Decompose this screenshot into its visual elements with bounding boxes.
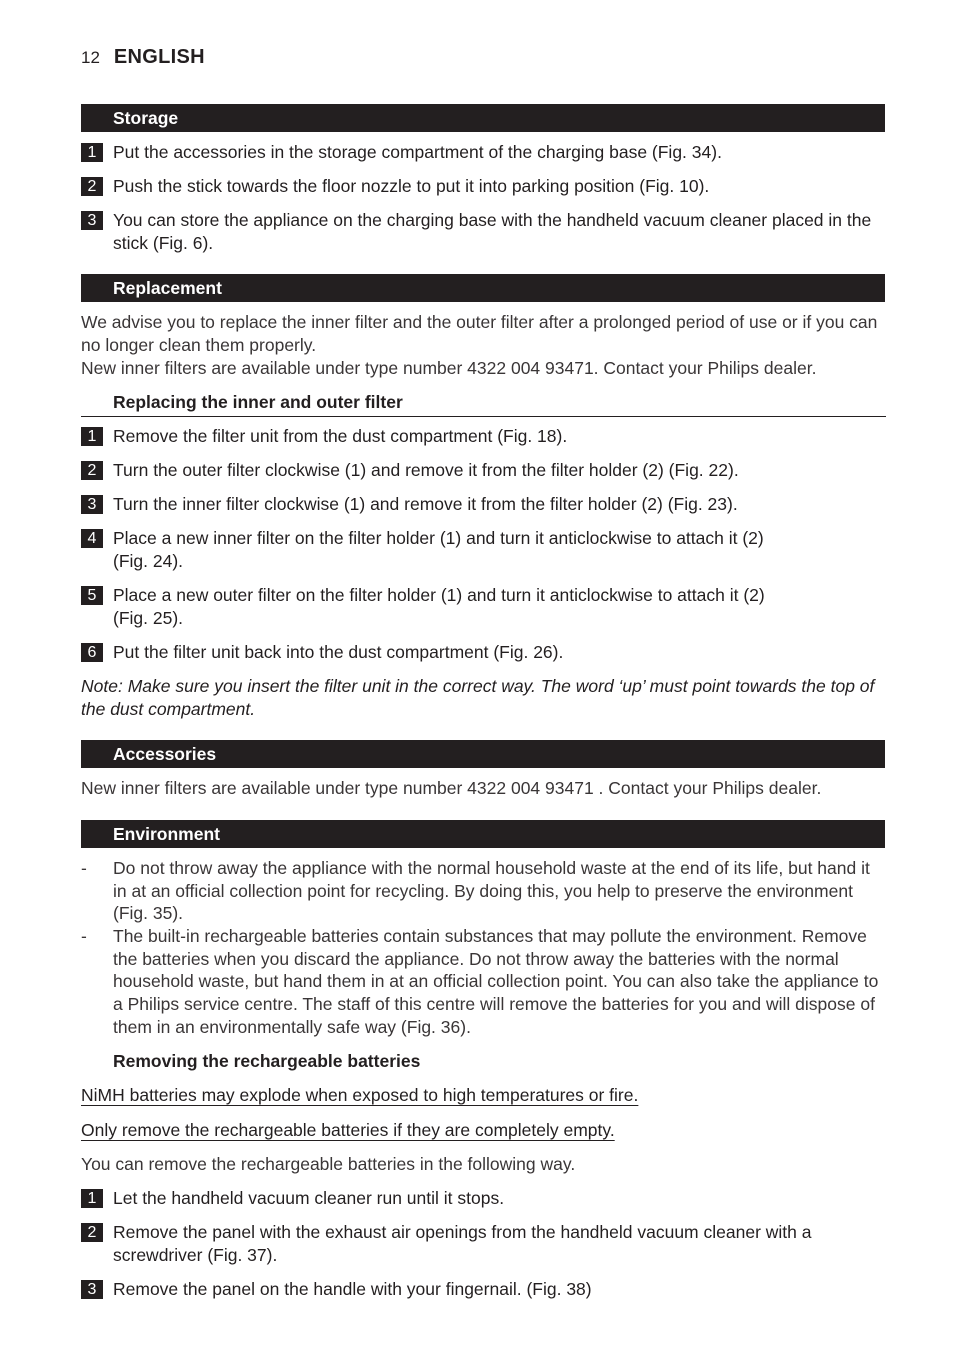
battery-warning: Only remove the rechargeable batteries if they are completely empty. <box>81 1120 615 1140</box>
section-heading-storage: Storage <box>81 104 885 132</box>
subheading-rule <box>81 416 886 417</box>
batteries-intro: You can remove the rechargeable batteries in the following way. <box>81 1154 576 1174</box>
section-heading-accessories: Accessories <box>81 740 885 768</box>
step-text: Remove the panel with the exhaust air openings from the handheld vacuum cleaner with a screwdriver (Fig. 37). <box>113 1222 812 1265</box>
storage-step <box>81 175 885 198</box>
battery-step <box>81 1187 885 1210</box>
step-number: 2 <box>81 177 103 196</box>
step-number: 3 <box>81 1280 103 1299</box>
list-dash: - <box>81 858 87 878</box>
step-number: 1 <box>81 1189 103 1208</box>
replacement-intro: We advise you to replace the inner filter and the outer filter after a prolonged period of use or if you can no longer clean them properly. <box>81 312 878 355</box>
storage-step <box>81 141 885 164</box>
step-text: Remove the panel on the handle with your fingernail. (Fig. 38) <box>113 1279 592 1299</box>
environment-list-item <box>81 925 887 1039</box>
step-number: 1 <box>81 143 103 162</box>
step-number: 4 <box>81 529 103 548</box>
page-header <box>81 46 205 69</box>
replacement-step <box>81 425 885 448</box>
step-text: You can store the appliance on the charging base with the handheld vacuum cleaner placed in the stick (Fig. 6). <box>113 210 872 253</box>
replacement-step <box>81 527 801 573</box>
step-number: 6 <box>81 643 103 662</box>
accessories-text: New inner filters are available under type number 4322 004 93471 . Contact your Philips dealer. <box>81 778 822 798</box>
replacement-step <box>81 459 885 482</box>
replacement-note: Note: Make sure you insert the filter unit in the correct way. The word ‘up’ must point towards the top of the dust compartment. <box>81 676 875 719</box>
step-text: Place a new inner filter on the filter holder (1) and turn it anticlockwise to attach it (2) (Fig. 24). <box>113 528 764 571</box>
battery-warning: NiMH batteries may explode when exposed to high temperatures or fire. <box>81 1085 639 1105</box>
battery-step <box>81 1221 885 1267</box>
section-heading-replacement: Replacement <box>81 274 885 302</box>
step-number: 3 <box>81 495 103 514</box>
step-text: Push the stick towards the floor nozzle to put it into parking position (Fig. 10). <box>113 176 710 196</box>
environment-list-item <box>81 857 887 925</box>
list-item-text: Do not throw away the appliance with the normal household waste at the end of its life, but hand it in at an official collection point for recycling. By doing this, you help to preserve the environment (Fig. 35). <box>113 858 870 924</box>
replacement-step <box>81 641 885 664</box>
step-text: Put the filter unit back into the dust compartment (Fig. 26). <box>113 642 564 662</box>
page-number: 12 <box>81 48 100 67</box>
step-text: Turn the outer filter clockwise (1) and remove it from the filter holder (2) (Fig. 22). <box>113 460 739 480</box>
step-text: Remove the filter unit from the dust compartment (Fig. 18). <box>113 426 568 446</box>
replacement-step <box>81 493 885 516</box>
step-text: Let the handheld vacuum cleaner run until it stops. <box>113 1188 505 1208</box>
battery-step <box>81 1278 885 1301</box>
storage-step <box>81 209 885 255</box>
step-text: Put the accessories in the storage compartment of the charging base (Fig. 34). <box>113 142 722 162</box>
step-number: 2 <box>81 1223 103 1242</box>
page-language: ENGLISH <box>113 46 205 68</box>
list-item-text: The built-in rechargeable batteries contain substances that may pollute the environment. Remove the batteries when you discard the appliance. Do not throw away the batteries with the normal household waste, but hand them in at an official collection point. You can also take the appliance to a Philips service centre. The staff of this centre will remove the batteries for you and will dispose of them in an environmentally safe way (Fig. 36). <box>113 926 879 1037</box>
replacement-step <box>81 584 801 630</box>
step-text: Place a new outer filter on the filter holder (1) and turn it anticlockwise to attach it (2) (Fig. 25). <box>113 585 765 628</box>
replacement-intro-2: New inner filters are available under type number 4322 004 93471. Contact your Philips dealer. <box>81 358 817 378</box>
list-dash: - <box>81 926 87 946</box>
step-number: 1 <box>81 427 103 446</box>
subheading-replacing-filter: Replacing the inner and outer filter <box>113 392 403 412</box>
step-text: Turn the inner filter clockwise (1) and remove it from the filter holder (2) (Fig. 23). <box>113 494 738 514</box>
step-number: 2 <box>81 461 103 480</box>
subheading-removing-batteries: Removing the rechargeable batteries <box>113 1051 421 1071</box>
step-number: 3 <box>81 211 103 230</box>
step-number: 5 <box>81 586 103 605</box>
section-heading-environment: Environment <box>81 820 885 848</box>
